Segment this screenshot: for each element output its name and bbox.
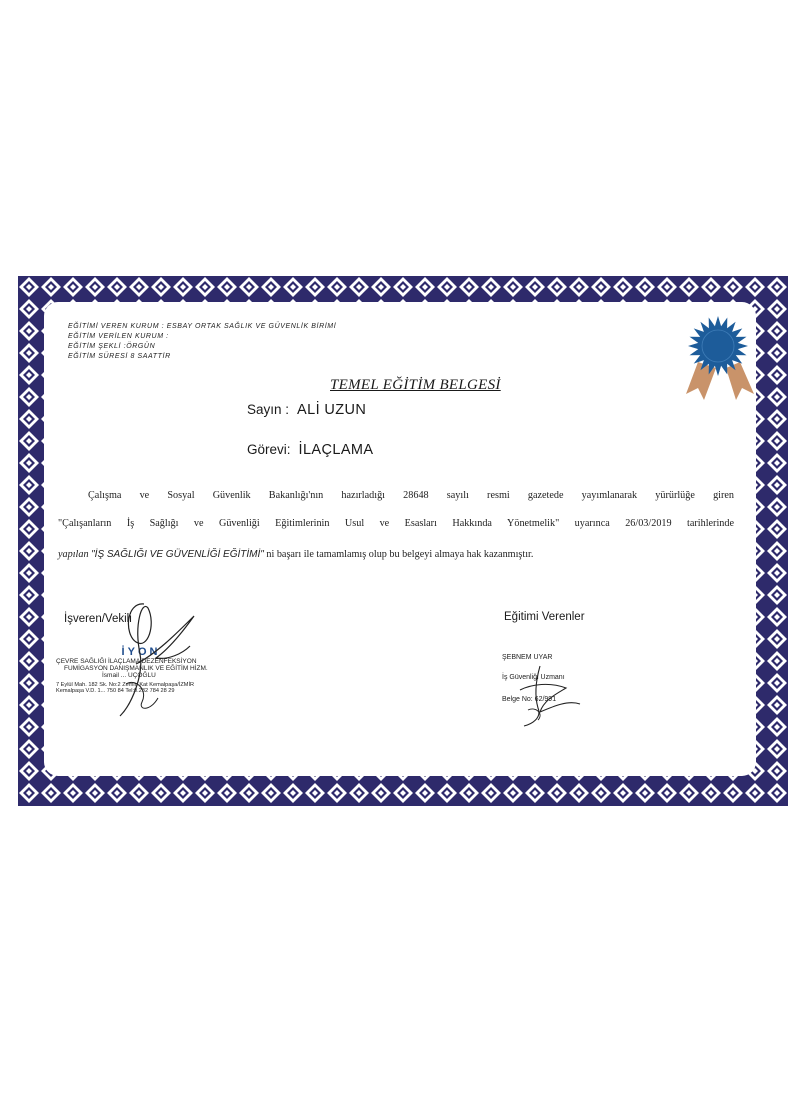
duty-value: İLAÇLAMA <box>298 442 374 458</box>
header-info <box>68 322 336 362</box>
stamp-company-name: İYON <box>121 646 161 658</box>
header-line-training-provider: EĞİTİMİ VEREN KURUM : ESBAY ORTAK SAĞLIK VE GÜVENLİK BİRİMİ <box>68 323 337 330</box>
trainers-label: Eğitimi Verenler <box>504 611 585 623</box>
employer-signature <box>96 594 206 729</box>
duty-label: Görevi: <box>247 442 291 457</box>
trainer-role: İş Güvenliği Uzmanı <box>502 674 565 681</box>
recipient-row <box>247 402 366 418</box>
header-line-training-type: EĞİTİM ŞEKLİ :ÖRGÜN <box>68 343 156 350</box>
stamp-line-3: İsmail ... UÇOĞLU <box>102 672 156 679</box>
duty-row <box>247 442 373 458</box>
recipient-name: ALİ UZUN <box>297 402 367 418</box>
trainer-name: ŞEBNEM UYAR <box>502 654 553 661</box>
stamp-line-2: FUMİGASYON DANIŞMANLIK VE EĞİTİM HİZM. <box>64 665 208 672</box>
body-line-3 <box>58 549 533 560</box>
body-line-2: "Çalışanların İş Sağlığı ve Güvenliği Eğitimlerinin Usul ve Esasları Hakkında Yönetmelik" uyarınca 26/03/2019 tarihlerinde <box>58 518 734 529</box>
body-line-3-prefix: yapılan <box>58 549 89 560</box>
stamp-line-5: Kemalpaşa V.D. 1... 750 84 Tel:0.232 784 28 29 <box>56 688 175 694</box>
trainer-cert-number: Belge No: 62/991 <box>502 696 557 703</box>
employer-label: İşveren/Vekili <box>64 613 132 625</box>
body-line-3-suffix: ni başarı ile tamamlamış olup bu belgeyi almaya hak kazanmıştır. <box>266 549 534 560</box>
stamp-line-1: ÇEVRE SAĞLIĞI İLAÇLAMA DEZENFEKSİYON <box>56 658 197 665</box>
body-line-1: Çalışma ve Sosyal Güvenlik Bakanlığı'nın hazırladığı 28648 sayılı resmi gazetede yayımlanarak yürürlüğe giren <box>88 490 734 501</box>
trainer-signature <box>510 660 590 735</box>
recipient-label: Sayın : <box>247 402 290 417</box>
rosette-seal <box>676 314 762 409</box>
certificate-title: TEMEL EĞİTİM BELGESİ <box>330 377 501 393</box>
training-name: "İŞ SAĞLIĞI VE GÜVENLİĞİ EĞİTİMİ" <box>91 549 264 560</box>
stamp-line-4: 7 Eylül Mah. 182 Sk. No:2 Zemin Kat Kemalpaşa/İZMİR <box>56 682 195 688</box>
header-line-training-duration: EĞİTİM SÜRESİ 8 SAATTİR <box>68 353 171 360</box>
header-line-trained-institution: EĞİTİM VERİLEN KURUM : <box>68 333 169 340</box>
